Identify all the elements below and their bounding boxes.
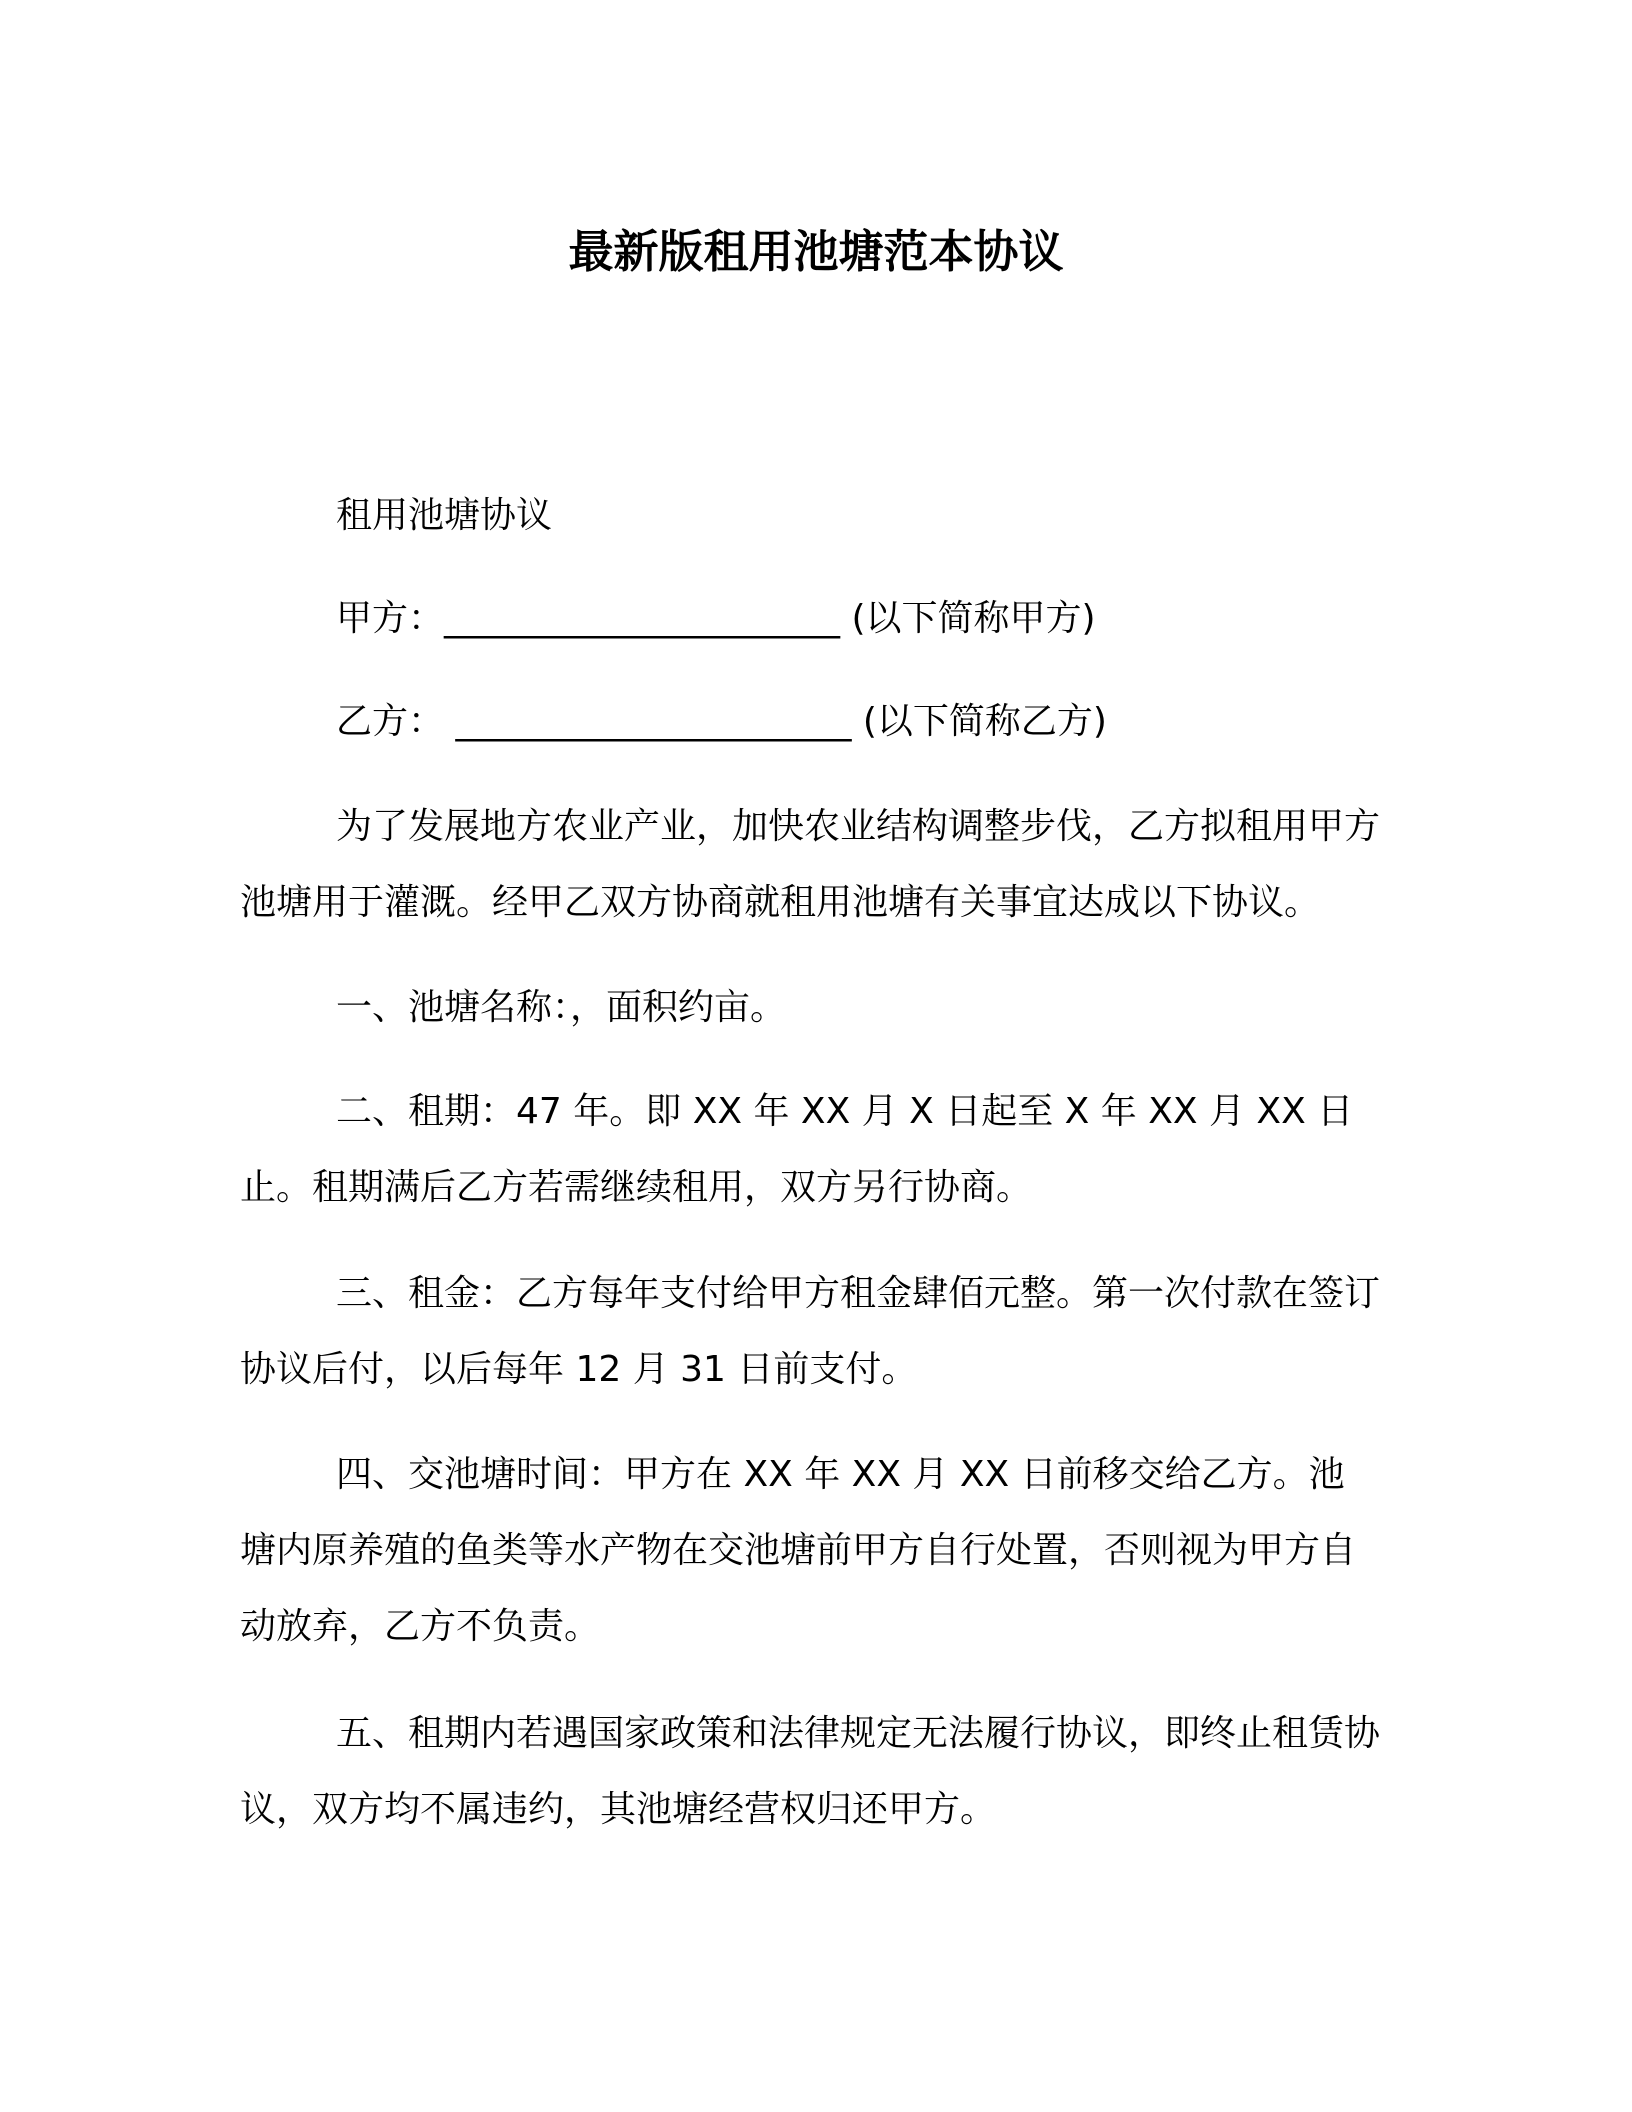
- clause-3: 三、租金：乙方每年支付给甲方租金肆佰元整。第一次付款在签订协议后付，以后每年 12 月 31 日前支付。: [240, 1273, 1381, 1390]
- clause-5: 五、租期内若遇国家政策和法律规定无法履行协议，即终止租赁协议，双方均不属违约，其池塘经营权归还甲方。: [240, 1713, 1381, 1830]
- clause-4: 四、交池塘时间：甲方在 XX 年 XX 月 XX 日前移交给乙方。池塘内原养殖的鱼类等水产物在交池塘前甲方自行处置，否则视为甲方自动放弃，乙方不负责。: [240, 1454, 1357, 1647]
- party-a-line: 甲方：______________________ (以下简称甲方): [336, 598, 1096, 639]
- clause-1: 一、池塘名称：，面积约亩。: [336, 987, 787, 1028]
- agreement-heading: 租用池塘协议: [336, 495, 553, 536]
- clause-2: 二、租期：47 年。即 XX 年 XX 月 X 日起至 X 年 XX 月 XX 日止。租期满后乙方若需继续租用，双方另行协商。: [240, 1091, 1354, 1208]
- intro-paragraph: 为了发展地方农业产业，加快农业结构调整步伐，乙方拟租用甲方池塘用于灌溉。经甲乙双方协商就租用池塘有关事宜达成以下协议。: [240, 806, 1381, 923]
- document-title: 最新版租用池塘范本协议: [568, 225, 1064, 278]
- party-b-line: 乙方： ______________________ (以下简称乙方): [336, 701, 1107, 742]
